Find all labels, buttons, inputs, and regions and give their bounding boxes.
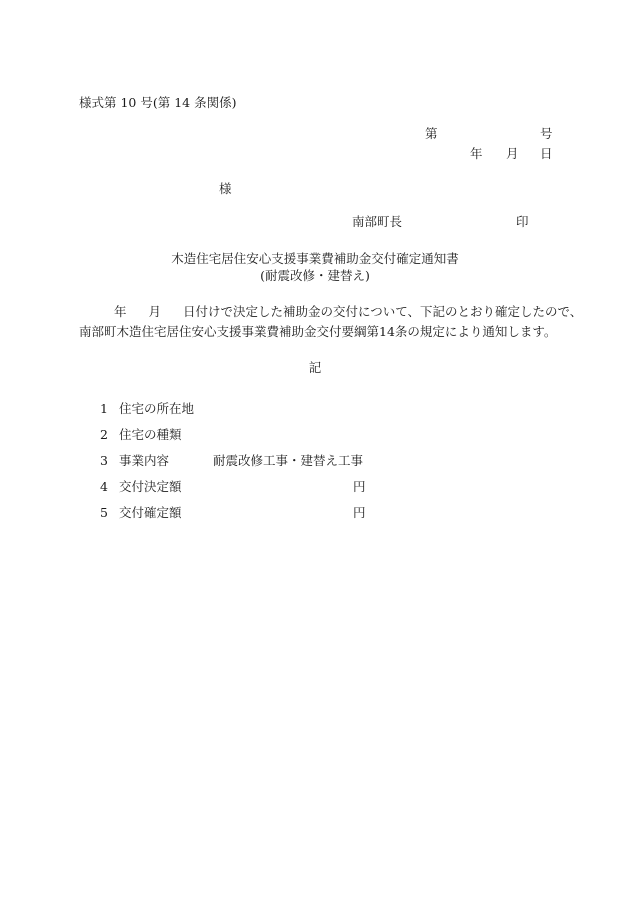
body-paragraph-line-2: 南部町木造住宅居住安心支援事業費補助金交付要綱第14条の規定により通知します。 (79, 324, 557, 339)
item-label: 事業内容 (119, 453, 170, 468)
item-label: 住宅の所在地 (119, 401, 195, 416)
item-number: 5 (100, 505, 108, 520)
item-label: 交付決定額 (119, 479, 182, 494)
body-month-label: 月 (148, 304, 162, 319)
item-number: 4 (100, 479, 108, 494)
item-label: 交付確定額 (119, 505, 182, 520)
addressee-honorific: 様 (219, 181, 232, 196)
list-item (100, 401, 194, 417)
document-title: 木造住宅居住安心支援事業費補助金交付確定通知書 (171, 251, 459, 266)
date-year-label: 年 (470, 146, 483, 161)
form-number: 様式第 10 号(第 14 条関係) (79, 95, 237, 110)
body-line-1-text: 日付けで決定した補助金の交付について、下記のとおり確定したので、 (183, 304, 583, 319)
sender-name: 南部町長 (352, 214, 403, 229)
item-number: 3 (100, 453, 108, 468)
seal-mark: 印 (516, 214, 529, 229)
doc-number-suffix: 号 (540, 126, 553, 141)
item-unit: 円 (353, 479, 366, 494)
item-label: 住宅の種類 (119, 427, 182, 442)
item-number: 1 (100, 401, 108, 416)
item-unit: 円 (353, 505, 366, 520)
list-item (100, 427, 182, 443)
date-month-label: 月 (506, 146, 519, 161)
list-item (100, 479, 182, 495)
list-item (100, 505, 182, 521)
date-day-label: 日 (540, 146, 553, 161)
item-number: 2 (100, 427, 108, 442)
list-item (100, 453, 169, 469)
document-subtitle: (耐震改修・建替え) (260, 268, 370, 283)
item-value: 耐震改修工事・建替え工事 (213, 453, 364, 468)
body-year-label: 年 (114, 304, 127, 319)
doc-number-prefix: 第 (425, 126, 438, 141)
body-paragraph-line-1 (114, 304, 582, 320)
ki-heading: 記 (308, 360, 322, 375)
